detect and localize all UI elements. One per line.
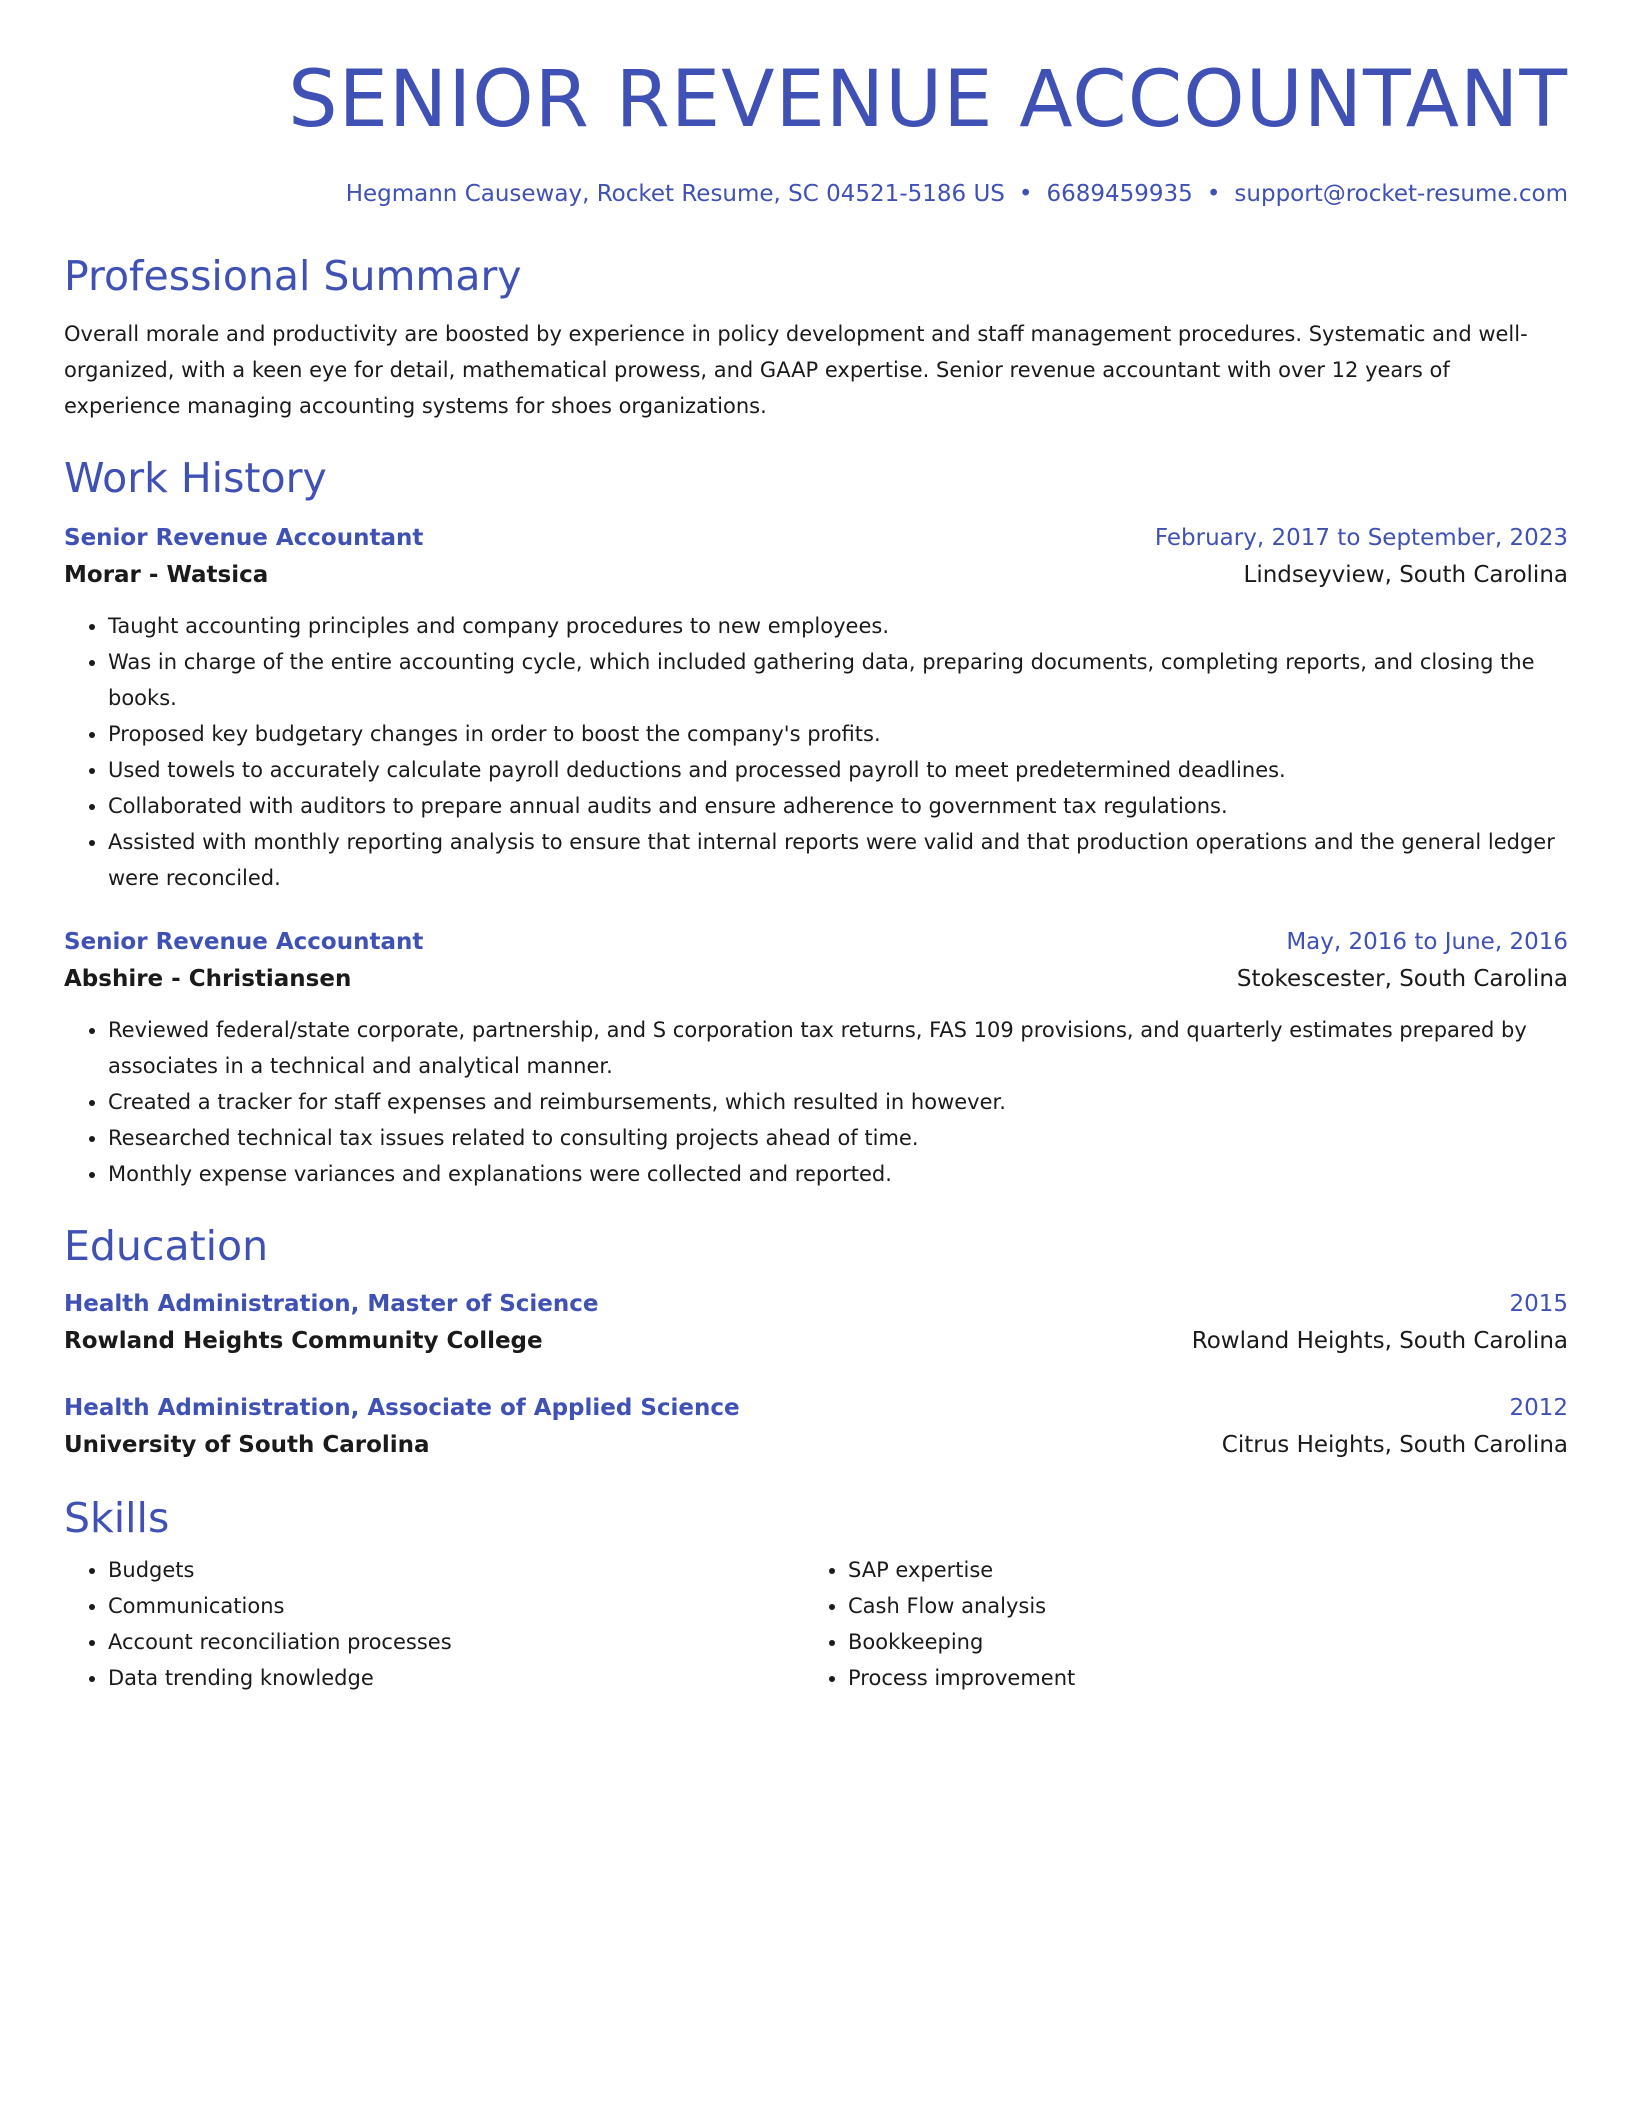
education-degree: Health Administration, Master of Science xyxy=(64,1291,599,1317)
education-section xyxy=(64,1220,1568,1464)
skills-list-right xyxy=(804,1552,1544,1696)
education-entry xyxy=(64,1390,1568,1464)
contact-phone[interactable]: 6689459935 xyxy=(1046,181,1193,207)
job-company-row xyxy=(64,556,1568,594)
education-year: 2015 xyxy=(1509,1291,1568,1317)
education-school: University of South Carolina xyxy=(64,1432,430,1458)
skill-item: • Account reconciliation processes xyxy=(108,1624,804,1660)
job-bullet: • Used towels to accurately calculate payroll deductions and processed payroll to meet predetermined deadlines. xyxy=(108,752,1568,788)
job-title: SENIOR REVENUE ACCOUNTANT xyxy=(288,55,1568,145)
job-bullet: • Taught accounting principles and company procedures to new employees. xyxy=(108,608,1568,644)
contact-email[interactable]: support@rocket-resume.com xyxy=(1234,181,1568,207)
skill-item: • Data trending knowledge xyxy=(108,1660,804,1696)
section-heading-education: Education xyxy=(64,1222,269,1270)
job-bullet: • Assisted with monthly reporting analysis to ensure that internal reports were valid and that production operations and the general ledger were reconciled. xyxy=(108,824,1568,896)
skill-item: • Budgets xyxy=(108,1552,804,1588)
job-bullet: • Reviewed federal/state corporate, partnership, and S corporation tax returns, FAS 109 provisions, and quarterly estimates prepared by associates in a technical and analytical manner. xyxy=(108,1012,1568,1084)
job-header-row xyxy=(64,924,1568,960)
job-location: Stokescester, South Carolina xyxy=(1236,966,1568,992)
education-location: Citrus Heights, South Carolina xyxy=(1221,1432,1568,1458)
education-school-row xyxy=(64,1426,1568,1464)
job-bullet: • Created a tracker for staff expenses and reimbursements, which resulted in however. xyxy=(108,1084,1568,1120)
job-entry xyxy=(64,924,1568,1192)
skill-item: • SAP expertise xyxy=(848,1552,1544,1588)
contact-separator: • xyxy=(1018,181,1033,207)
job-dates: February, 2017 to September, 2023 xyxy=(1154,525,1568,551)
job-bullet: • Was in charge of the entire accounting cycle, which included gathering data, preparing documents, completing reports, and closing the books. xyxy=(108,644,1568,716)
section-heading-work: Work History xyxy=(64,454,327,502)
summary-text: Overall morale and productivity are boosted by experience in policy development and staff management procedures. Systematic and well-organized, with a keen eye for detail, mathematical prowess, and GAAP expertise. Senior revenue accountant with over 12 years of experience managing accounting systems for shoes organizations. xyxy=(64,322,1528,418)
job-bullet: • Proposed key budgetary changes in order to boost the company's profits. xyxy=(108,716,1568,752)
job-header-row xyxy=(64,520,1568,556)
contact-address: Hegmann Causeway, Rocket Resume, SC 04521-5186 US xyxy=(345,181,1005,207)
education-school: Rowland Heights Community College xyxy=(64,1328,543,1354)
education-school-row xyxy=(64,1322,1568,1360)
job-location: Lindseyview, South Carolina xyxy=(1243,562,1568,588)
skills-section xyxy=(64,1492,1568,1696)
professional-summary-section xyxy=(64,250,1568,424)
job-role: Senior Revenue Accountant xyxy=(64,525,424,551)
education-year: 2012 xyxy=(1509,1395,1568,1421)
job-role: Senior Revenue Accountant xyxy=(64,929,424,955)
job-company-row xyxy=(64,960,1568,998)
resume-header xyxy=(64,52,1568,210)
education-header-row xyxy=(64,1390,1568,1426)
education-header-row xyxy=(64,1286,1568,1322)
section-heading-summary: Professional Summary xyxy=(64,252,522,300)
work-history-section xyxy=(64,452,1568,1192)
skill-item: • Bookkeeping xyxy=(848,1624,1544,1660)
skill-item: • Process improvement xyxy=(848,1660,1544,1696)
job-company: Abshire - Christiansen xyxy=(64,966,352,992)
job-company: Morar - Watsica xyxy=(64,562,269,588)
education-entry xyxy=(64,1286,1568,1360)
job-bullet-list xyxy=(64,1012,1568,1192)
job-dates: May, 2016 to June, 2016 xyxy=(1286,929,1568,955)
job-entry xyxy=(64,520,1568,896)
skills-columns xyxy=(64,1552,1568,1696)
job-bullet-list xyxy=(64,608,1568,896)
contact-line xyxy=(64,178,1568,210)
contact-separator: • xyxy=(1206,181,1221,207)
job-bullet: • Monthly expense variances and explanations were collected and reported. xyxy=(108,1156,1568,1192)
education-location: Rowland Heights, South Carolina xyxy=(1191,1328,1568,1354)
job-bullet: • Collaborated with auditors to prepare annual audits and ensure adherence to government tax regulations. xyxy=(108,788,1568,824)
skill-item: • Cash Flow analysis xyxy=(848,1588,1544,1624)
job-bullet: • Researched technical tax issues related to consulting projects ahead of time. xyxy=(108,1120,1568,1156)
section-heading-skills: Skills xyxy=(64,1494,170,1542)
skills-list-left xyxy=(64,1552,804,1696)
education-degree: Health Administration, Associate of Applied Science xyxy=(64,1395,740,1421)
skill-item: • Communications xyxy=(108,1588,804,1624)
